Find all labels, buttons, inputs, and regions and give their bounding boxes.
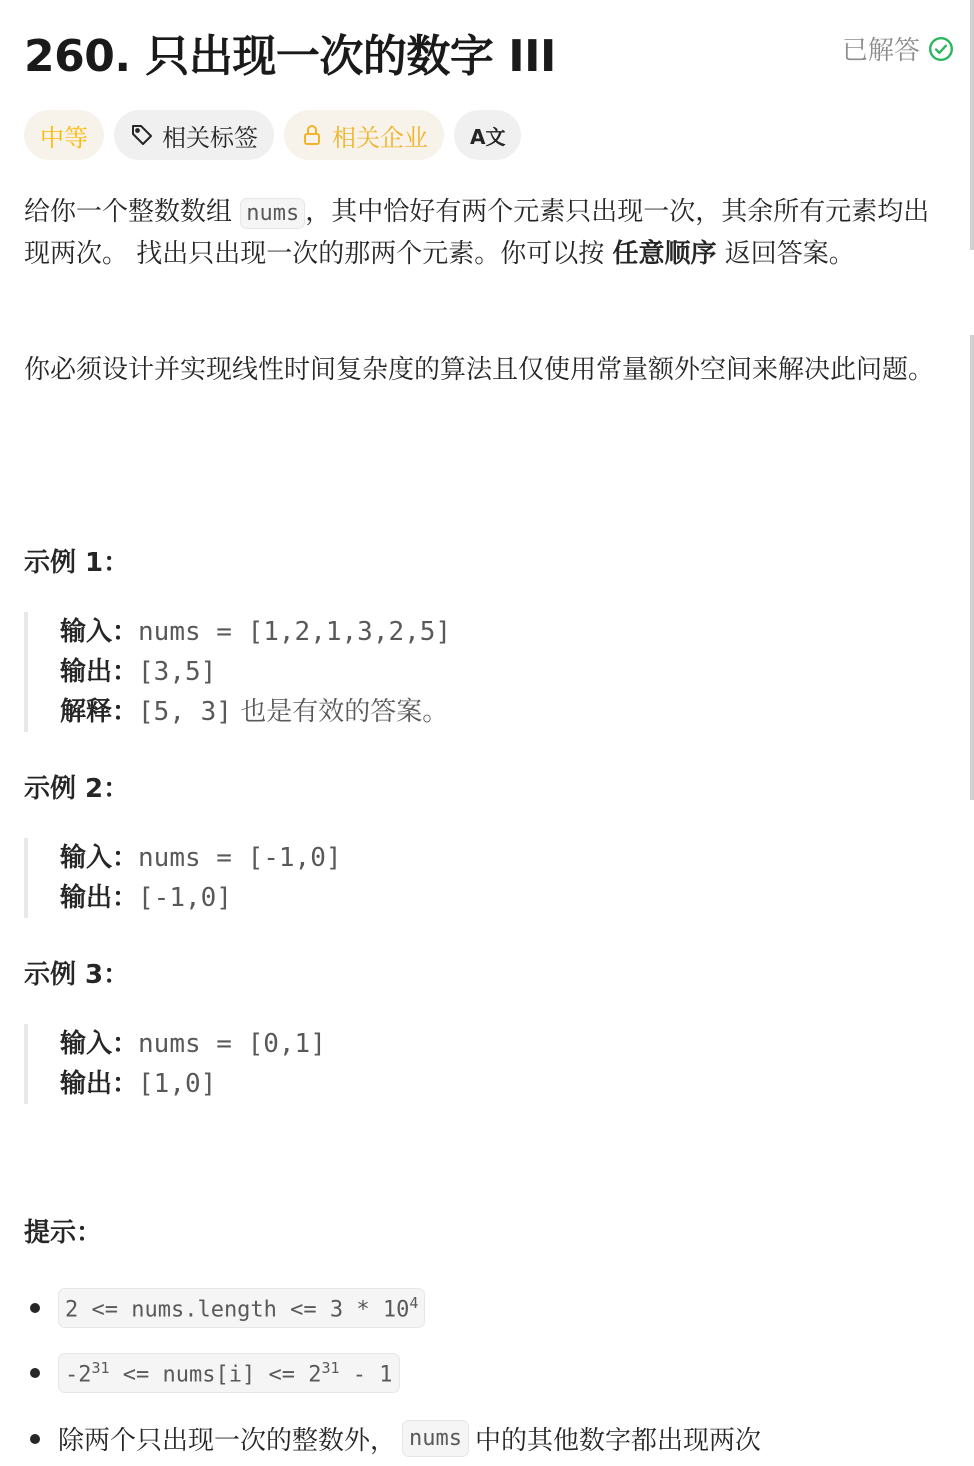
inline-code-nums: nums	[402, 1420, 469, 1457]
scrollbar-track[interactable]	[970, 0, 974, 250]
related-companies-label: 相关企业	[332, 123, 428, 152]
example-2-title: 示例 2：	[24, 774, 130, 804]
output-label: 输出：	[60, 1069, 139, 1099]
output-value: [3,5]	[138, 657, 217, 687]
constraint-item	[30, 1353, 400, 1393]
superscript: 31	[91, 1359, 110, 1377]
solved-status	[842, 30, 954, 67]
input-value: nums = [0,1]	[138, 1029, 326, 1059]
constraint-text: -2	[65, 1362, 92, 1388]
tag-bar	[24, 110, 521, 160]
check-circle-icon	[928, 36, 954, 62]
description-text: 给你一个整数数组	[24, 197, 241, 227]
constraint-item	[30, 1288, 425, 1328]
output-label: 输出：	[60, 883, 139, 913]
difficulty-badge	[24, 110, 104, 160]
superscript: 31	[321, 1359, 340, 1377]
example-1-block	[24, 612, 451, 732]
constraint-text: 除两个只出现一次的整数外，	[58, 1426, 397, 1456]
constraint-code	[58, 1288, 425, 1328]
related-topics-label: 相关标签	[162, 123, 258, 152]
example-2-block	[24, 838, 342, 918]
problem-title: 260. 只出现一次的数字 III	[24, 31, 556, 82]
tag-icon	[130, 123, 154, 147]
input-label: 输入：	[60, 843, 139, 873]
translate-button[interactable]	[454, 110, 521, 160]
output-value: [-1,0]	[138, 883, 232, 913]
example-3-title: 示例 3：	[24, 960, 130, 990]
related-topics-button[interactable]	[114, 110, 274, 160]
description-paragraph-1	[24, 192, 954, 275]
description-text: ，其中恰好有两个元素只出现一次，其余所有元素均出现两次。 找出只出现一次的那两个元素。你可以按	[24, 197, 930, 269]
example-1-title: 示例 1：	[24, 548, 130, 578]
inline-code-nums: nums	[240, 198, 305, 229]
solved-status-label: 已解答	[841, 36, 920, 66]
hints-title: 提示：	[24, 1218, 103, 1248]
explain-label: 解释：	[60, 697, 139, 727]
constraint-code	[58, 1353, 400, 1393]
explain-code: [5, 3]	[138, 697, 232, 727]
lock-icon	[300, 123, 324, 147]
constraint-text: 2 <= nums.length <= 3 * 10	[65, 1297, 410, 1323]
constraint-text: - 1	[339, 1362, 393, 1388]
input-value: nums = [1,2,1,3,2,5]	[138, 617, 452, 647]
superscript: 4	[409, 1294, 419, 1312]
bullet	[30, 1368, 40, 1378]
explain-text: 也是有效的答案。	[231, 697, 449, 727]
input-label: 输入：	[60, 617, 139, 647]
bullet	[30, 1303, 40, 1313]
input-value: nums = [-1,0]	[138, 843, 342, 873]
constraint-text: <= nums[i] <= 2	[109, 1362, 322, 1388]
input-label: 输入：	[60, 1029, 139, 1059]
output-value: [1,0]	[138, 1069, 217, 1099]
translate-icon: A文	[470, 124, 506, 149]
example-3-block	[24, 1024, 326, 1104]
output-label: 输出：	[60, 657, 139, 687]
description-text: 返回答案。	[716, 239, 855, 269]
constraint-text: 中的其他数字都出现两次	[475, 1426, 762, 1456]
bullet	[30, 1434, 40, 1444]
difficulty-label: 中等	[40, 123, 88, 152]
related-companies-button[interactable]	[284, 110, 444, 160]
description-paragraph-2: 你必须设计并实现线性时间复杂度的算法且仅使用常量额外空间来解决此问题。	[24, 355, 935, 385]
description-bold: 任意顺序	[612, 239, 717, 269]
constraint-item	[30, 1420, 761, 1457]
scrollbar-thumb[interactable]	[970, 335, 974, 800]
